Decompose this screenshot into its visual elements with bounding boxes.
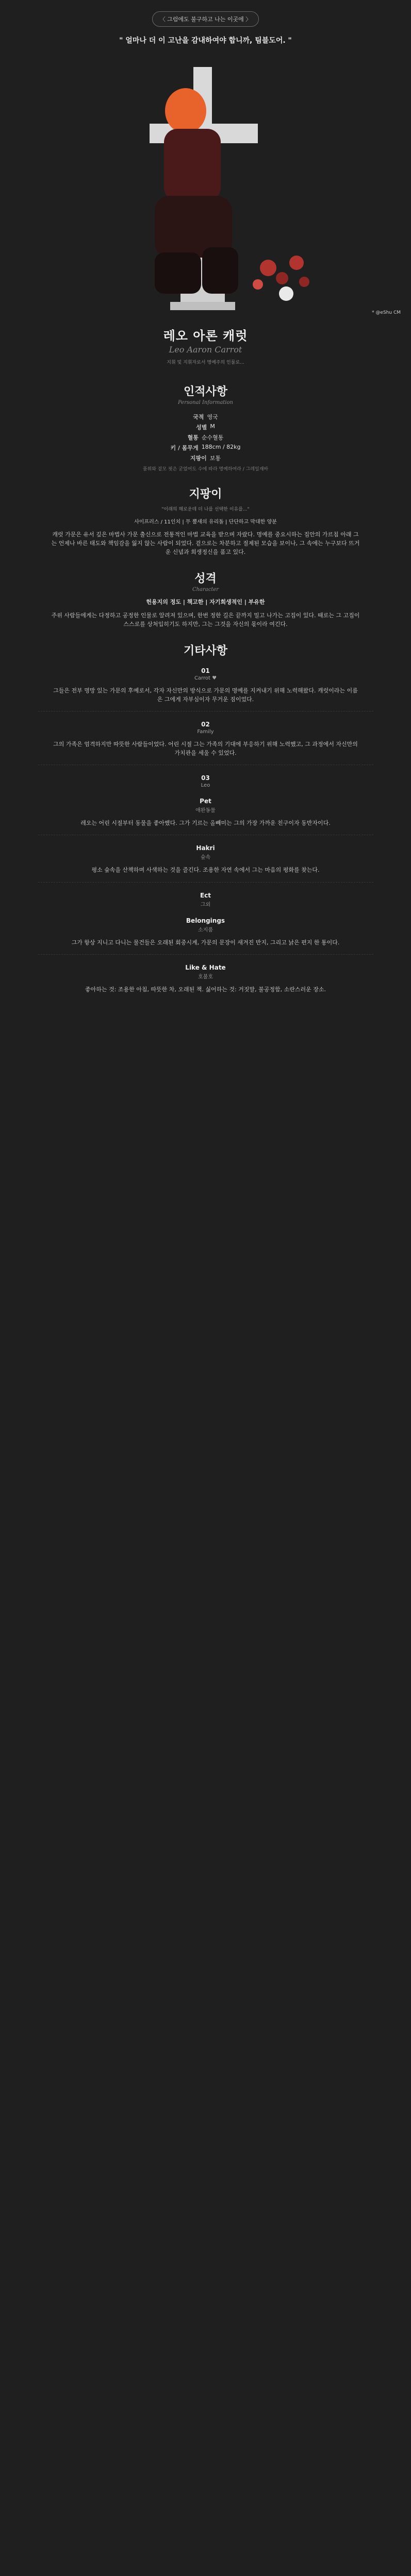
subtitle-chip: 〈 그럼에도 불구하고 나는 이곳에 〉: [152, 11, 259, 27]
etc-item-title: Belongings: [186, 917, 225, 924]
etc-item-subtitle: 그외: [200, 902, 211, 908]
hero-illustration: [0, 52, 411, 319]
etc-item-title: 01: [201, 667, 210, 675]
section-title: 성격: [194, 572, 217, 586]
etc-item-title: Pet: [200, 798, 211, 805]
section-etc: [0, 642, 411, 993]
info-row: [113, 454, 299, 462]
etc-item-title: Like & Hate: [185, 963, 226, 971]
info-label: 성별: [196, 424, 207, 431]
section-title: 기타사항: [183, 645, 227, 658]
info-row: [113, 413, 299, 421]
etc-item: [0, 892, 411, 908]
name-block: [0, 319, 411, 369]
section-personality: [0, 570, 411, 629]
info-row: [113, 423, 299, 431]
wand-paragraph: 캐럿 가문은 유서 깊은 마법사 가문 출신으로 전통적인 마법 교육을 받으며 자랐다. 명예를 중요시하는 집안의 가르침 아래 그는 언제나 바른 태도와 책임감을 잃지 않는 사람이 되었다. 겉으로는 차분하고 절제된 모습을 보이나, 그 속에는 누구보다 뜨거운 신념과 희생정신을 품고 있다.: [51, 531, 360, 556]
info-value: 보통: [209, 455, 221, 462]
etc-paragraph: 그가 항상 지니고 다니는 물건들은 오래된 회중시계, 가문의 문장이 새겨진 반지, 그리고 낡은 편지 한 통이다.: [71, 939, 340, 946]
section-title: 인적사항: [183, 385, 227, 398]
roses: [253, 256, 309, 301]
etc-paragraph: 그의 가족은 엄격하지만 따뜻한 사람들이었다. 어린 시절 그는 가족의 기대에 부응하기 위해 노력했고, 그 과정에서 자신만의 가치관을 세울 수 있었다.: [53, 741, 358, 757]
profile-info: [113, 413, 299, 472]
credit-text: * @eShu CM: [372, 310, 401, 315]
divider: [38, 882, 373, 883]
etc-item-subtitle: 소지품: [198, 927, 213, 933]
info-row: [113, 444, 299, 452]
etc-item: [0, 964, 411, 980]
personality-keywords: 헌용지의 정도 | 책고한 | 자기희생적인 | 부유한: [146, 599, 265, 606]
header: [0, 0, 411, 52]
personality-paragraph: 주위 사람들에게는 다정하고 공정한 인물로 알려져 있으며, 한번 정한 길은 끝까지 밀고 나가는 고집이 있다. 때로는 그 고집이 스스로를 상처입히기도 하지만, 그는 그것을 자신의 몫이라 여긴다.: [51, 612, 360, 628]
etc-item-subtitle: Family: [197, 729, 214, 735]
etc-item-subtitle: 숲속: [200, 855, 211, 861]
etc-item-title: 03: [201, 774, 210, 782]
figure-shape: [155, 88, 238, 294]
etc-paragraph: 평소 숲속을 산책하며 사색하는 것을 즐긴다. 조용한 자연 속에서 그는 마음의 평화를 찾는다.: [91, 867, 320, 874]
profile-note: 품위와 겉모 핏은 굳었어도 수에 따라 명예하여라 / 그레일재바: [142, 467, 269, 472]
etc-item: [0, 774, 411, 788]
page: [0, 0, 411, 1014]
character-subtitle: 지휘 및 지휘자로서 명예주의 인물로...: [167, 360, 244, 365]
info-label: 혈통: [187, 434, 199, 441]
etc-item-subtitle: 호불호: [198, 974, 213, 980]
info-value: 188cm / 82kg: [201, 444, 241, 450]
info-label: 키 / 몸무게: [170, 445, 199, 451]
character-illustration: [0, 52, 411, 319]
section-title: 지팡이: [189, 488, 222, 501]
etc-item-subtitle: 애완동물: [195, 808, 216, 814]
etc-item-title: Hakri: [196, 844, 215, 852]
character-name-en: Leo Aaron Carrot: [169, 345, 242, 354]
section-profile: [0, 383, 411, 472]
divider: [38, 954, 373, 955]
info-row: [113, 433, 299, 442]
etc-item-subtitle: Leo: [201, 783, 210, 789]
info-label: 국적: [193, 414, 204, 420]
etc-item: [0, 798, 411, 814]
etc-item-title: 02: [201, 721, 210, 728]
etc-item: [0, 667, 411, 681]
etc-paragraph: 좋아하는 것: 조용한 아침, 따뜻한 차, 오래된 책. 싫어하는 것: 거짓말, 불공정함, 소란스러운 장소.: [85, 986, 326, 993]
footer-space: [0, 994, 411, 1014]
etc-item: [0, 721, 411, 735]
character-name-ko: 레오 아론 캐럿: [163, 329, 248, 343]
info-value: 영국: [207, 414, 218, 420]
info-value: M: [210, 423, 215, 430]
etc-paragraph: 레오는 어린 시절부터 동물을 좋아했다. 그가 기르는 올빼미는 그의 가장 가까운 친구이자 동반자이다.: [80, 820, 331, 827]
etc-item-title: Ect: [200, 891, 211, 899]
section-wand: [0, 485, 411, 556]
info-value: 순수혈통: [201, 434, 224, 441]
wand-description: "이래의 해로운데 더 나를 선택한 이유를...": [161, 507, 250, 512]
wand-tags: 사이프러스 / 11인치 | 무 뿔새의 유리돌 | 단단하고 막대한 양분: [134, 519, 277, 525]
section-subtitle: Personal Information: [178, 400, 233, 405]
info-label: 지팡이: [190, 455, 207, 462]
etc-item: [0, 844, 411, 860]
quote-text: " 얼마나 더 이 고난을 감내하여야 합니까, 팀블도어. ": [119, 37, 292, 45]
etc-item-subtitle: Carrot ♥: [194, 675, 217, 682]
etc-paragraph: 그들은 전부 명망 있는 가문의 후예로서, 각자 자신만의 방식으로 가문의 명예를 지켜내기 위해 노력해왔다. 캐럿이라는 이름은 그에게 자부심이자 무거운 짐이었다.: [53, 687, 358, 703]
etc-item: [0, 917, 411, 933]
section-subtitle: Character: [192, 587, 219, 593]
